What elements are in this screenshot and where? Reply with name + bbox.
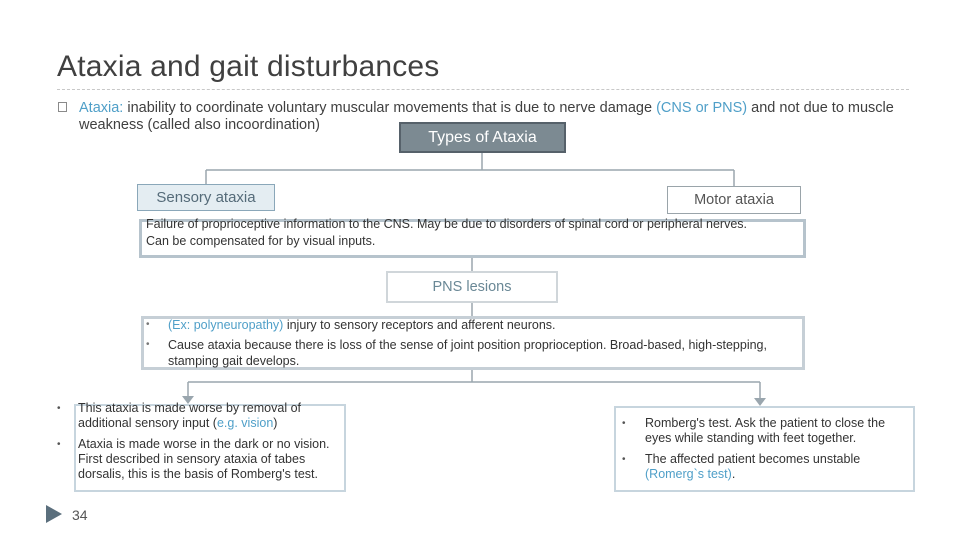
intro-highlight: (CNS or PNS) xyxy=(656,100,748,116)
pns-detail-item xyxy=(146,317,796,333)
right-outcome-item: • Romberg's test. Ask the patient to close the eyes while standing with feet together. xyxy=(622,416,912,446)
pns-details-list xyxy=(146,317,796,373)
left-item1-highlight: e.g. vision xyxy=(216,416,274,430)
left-outcome-list xyxy=(55,401,345,488)
pns-detail-highlight: (Ex: polyneuropathy) xyxy=(168,318,284,332)
pns-detail-rest: injury to sensory receptors and afferent neurons. xyxy=(283,318,556,332)
right-item2-before: The affected patient becomes unstable xyxy=(645,452,861,466)
left-item1-before: This ataxia is made worse by removal of additional sensory input ( xyxy=(78,401,302,430)
left-outcome-item xyxy=(55,401,345,431)
right-item2-highlight: (Romerg`s test) xyxy=(645,467,732,481)
sensory-description-text xyxy=(146,216,806,250)
intro-term: Ataxia: xyxy=(79,100,124,116)
arrow-right-icon xyxy=(754,398,766,406)
right-outcome-list xyxy=(622,416,912,488)
pns-detail-item: • Cause ataxia because there is loss of the sense of joint position proprioception. Broad-based, high-stepping, stamping gait develops. xyxy=(146,337,796,369)
right-item2-after: . xyxy=(731,467,736,481)
sensory-description-line1: Failure of proprioceptive information to the CNS. May be due to disorders of spinal cord or peripheral nerves. xyxy=(146,217,747,231)
slide-title: Ataxia and gait disturbances xyxy=(57,50,440,83)
sensory-description-line2: Can be compensated for by visual inputs. xyxy=(146,234,376,248)
types-of-ataxia-node: Types of Ataxia xyxy=(399,122,566,153)
intro-text-before: inability to coordinate voluntary muscular movements that is due to nerve damage xyxy=(123,100,657,116)
left-outcome-item: • Ataxia is made worse in the dark or no vision. First described in sensory ataxia of tabes dorsalis, this is the basis of Romberg's test. xyxy=(55,437,345,482)
right-outcome-item xyxy=(622,452,912,482)
left-item1-after: ) xyxy=(273,416,278,430)
page-number: 34 xyxy=(72,507,88,523)
play-arrow-icon xyxy=(46,505,62,523)
pns-lesions-node: PNS lesions xyxy=(386,271,558,303)
intro-text-after: and not due to muscle weakness (called also incoordination) xyxy=(79,100,894,133)
sensory-ataxia-node: Sensory ataxia xyxy=(137,184,275,211)
motor-ataxia-node: Motor ataxia xyxy=(667,186,801,214)
